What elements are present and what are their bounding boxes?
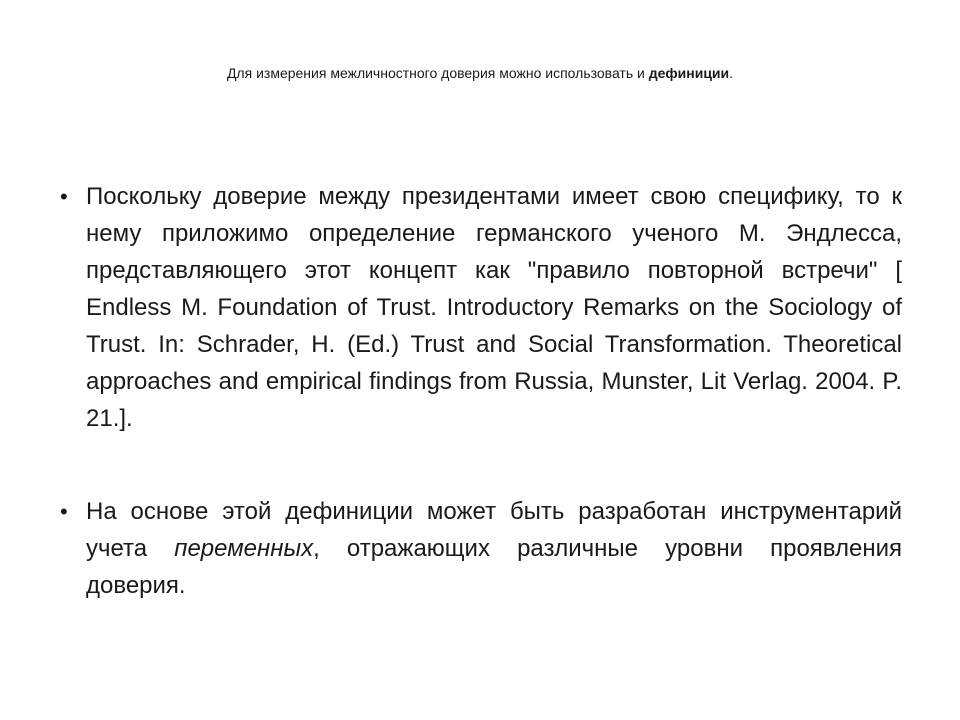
bullet-2-italic-word: переменных	[174, 535, 314, 562]
bullet-2-text-before: На основе этой дефиниции может быть разработан инструментарий учета	[86, 498, 902, 562]
title-bold-word: дефиниции	[648, 65, 730, 81]
title-text-before: Для измерения межличностного доверия можно использовать и	[226, 65, 649, 81]
bullet-list	[60, 178, 902, 604]
bullet-text-2	[86, 498, 902, 599]
slide-title	[60, 64, 900, 82]
bullet-dot-icon: •	[60, 499, 68, 524]
bullet-text-1: Поскольку доверие между президентами имеет свою специфику, то к нему приложимо определение германского ученого М. Эндлесса, представляющего этот концепт как "правило повторной встречи" [ Endless M. Foundation of Trust. Introductory Remarks on the Sociology of Trust. In: Schrader, H. (Ed.) Trust and Social Transformation. Theoretical approaches and empirical findings from Russia, Munster, Lit Verlag. 2004. P. 21.].	[86, 183, 902, 432]
bullet-item-2	[60, 493, 902, 604]
title-text-after: .	[729, 65, 734, 81]
bullet-2-text-after: , отражающих различные уровни проявления доверия.	[86, 535, 902, 599]
bullet-item-1	[60, 178, 902, 437]
bullet-dot-icon: •	[60, 184, 68, 209]
